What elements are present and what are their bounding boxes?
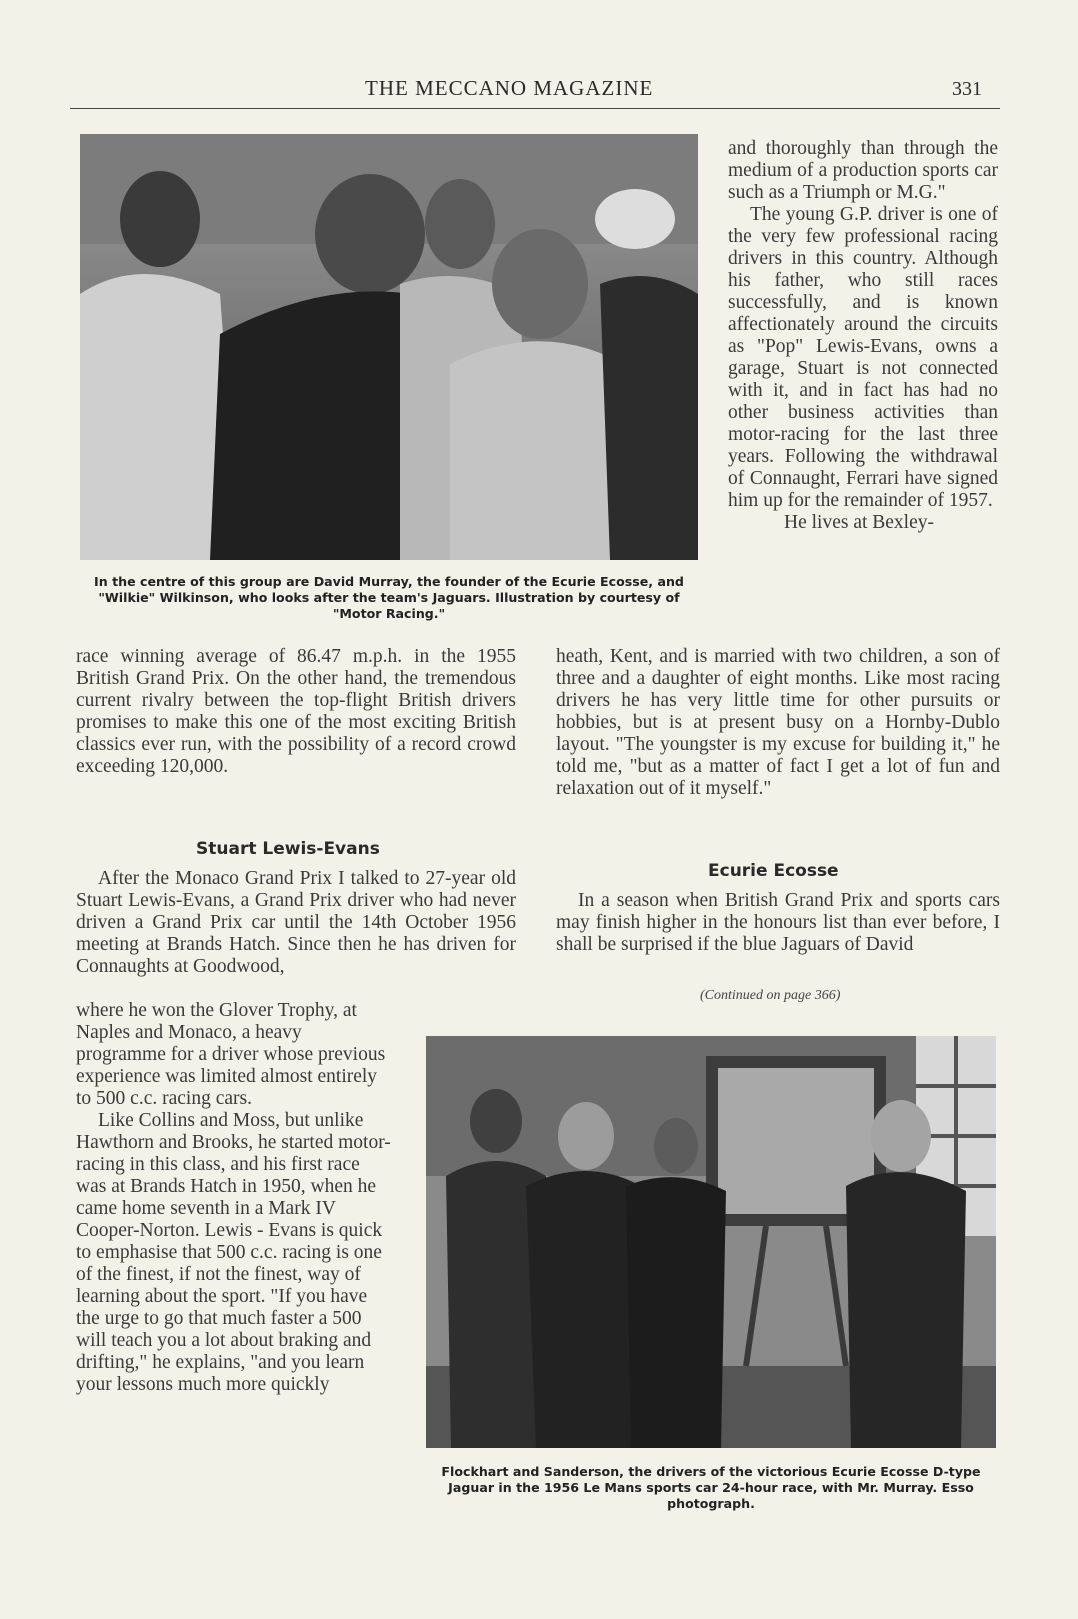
article-col-left-narrow bbox=[76, 1000, 394, 1396]
photo-caption-bottom: Flockhart and Sanderson, the drivers of the victorious Ecurie Ecosse D-type Jaguar in the 1956 Le Mans sports car 24-hour race, with Mr. Murray. Esso photograph. bbox=[441, 1464, 981, 1511]
photo-group-ecurie-ecosse bbox=[80, 134, 698, 560]
photo-caption-top: In the centre of this group are David Murray, the founder of the Ecurie Ecosse, and "Wilkie" Wilkinson, who looks after the team's Jaguars. Illustration by courtesy of "Motor Racing." bbox=[94, 574, 684, 621]
paragraph: He lives at Bexley- bbox=[784, 512, 934, 533]
paragraph: Like Collins and Moss, but unlike Hawthorn and Brooks, he started motor-racing in this class, and his first race was at Brands Hatch in 1950, when he came home seventh in a Mark IV Cooper-Norton. Lewis - Evans is quick to emphasise that 500 c.c. racing is one of the finest, if not the finest, way of learning about the sport. "If you have the urge to go that much faster a 500 will teach you a lot about braking and drifting," he explains, "and you learn your lessons much more quickly bbox=[76, 1110, 391, 1395]
article-col-right-top bbox=[728, 138, 998, 534]
article-col-right-middle bbox=[556, 646, 1000, 800]
paragraph: where he won the Glover Trophy, at Naples and Monaco, a heavy programme for a driver whose previous experience was limited almost entirely to 500 c.c. racing cars. bbox=[76, 1000, 386, 1109]
paragraph: and thoroughly than through the medium of a production sports car such as a Triumph or M.G." bbox=[728, 138, 998, 203]
magazine-title: THE MECCANO MAGAZINE bbox=[365, 76, 654, 100]
section-heading-ecurie-ecosse: Ecurie Ecosse bbox=[708, 861, 839, 881]
paragraph: race winning average of 86.47 m.p.h. in the 1955 British Grand Prix. On the other hand, the tremendous current rivalry between the top-flight British drivers promises to make this one of the most exciting British classics ever run, with the possibility of a record crowd exceeding 120,000. bbox=[76, 646, 516, 777]
continued-note: (Continued on page 366) bbox=[700, 988, 841, 1003]
page-number: 331 bbox=[952, 78, 982, 100]
paragraph: heath, Kent, and is married with two children, a son of three and a daughter of eight months. Like most racing drivers he has very little time for other pursuits or hobbies, but is at present busy on a Hornby-Dublo layout. "The youngster is my excuse for building it," he told me, "but as a matter of fact I get a lot of fun and relaxation out of it myself." bbox=[556, 646, 1000, 799]
paragraph: After the Monaco Grand Prix I talked to 27-year old Stuart Lewis-Evans, a Grand Prix driver who had never driven a Grand Prix car until the 14th October 1956 meeting at Brands Hatch. Since then he has driven for Connaughts at Goodwood, bbox=[76, 868, 516, 977]
section-heading-stuart-lewis-evans: Stuart Lewis-Evans bbox=[196, 839, 380, 859]
article-col-right-lower bbox=[556, 890, 1000, 956]
photo-le-mans-drivers bbox=[426, 1036, 996, 1448]
paragraph: The young G.P. driver is one of the very few professional racing drivers in this country. Although his father, who still races successfully, and is known affectionately around the circuits as "Pop" Lewis-Evans, owns a garage, Stuart is not connected with it, and in fact has had no other business activities than motor-racing for the last three years. Following the withdrawal of Connaught, Ferrari have signed him up for the remainder of 1957. bbox=[728, 204, 998, 511]
article-col-left-upper bbox=[76, 646, 516, 778]
article-col-left-middle bbox=[76, 868, 516, 978]
page-header bbox=[70, 76, 1000, 109]
paragraph: In a season when British Grand Prix and sports cars may finish higher in the honours list than ever before, I shall be surprised if the blue Jaguars of David bbox=[556, 890, 1000, 955]
